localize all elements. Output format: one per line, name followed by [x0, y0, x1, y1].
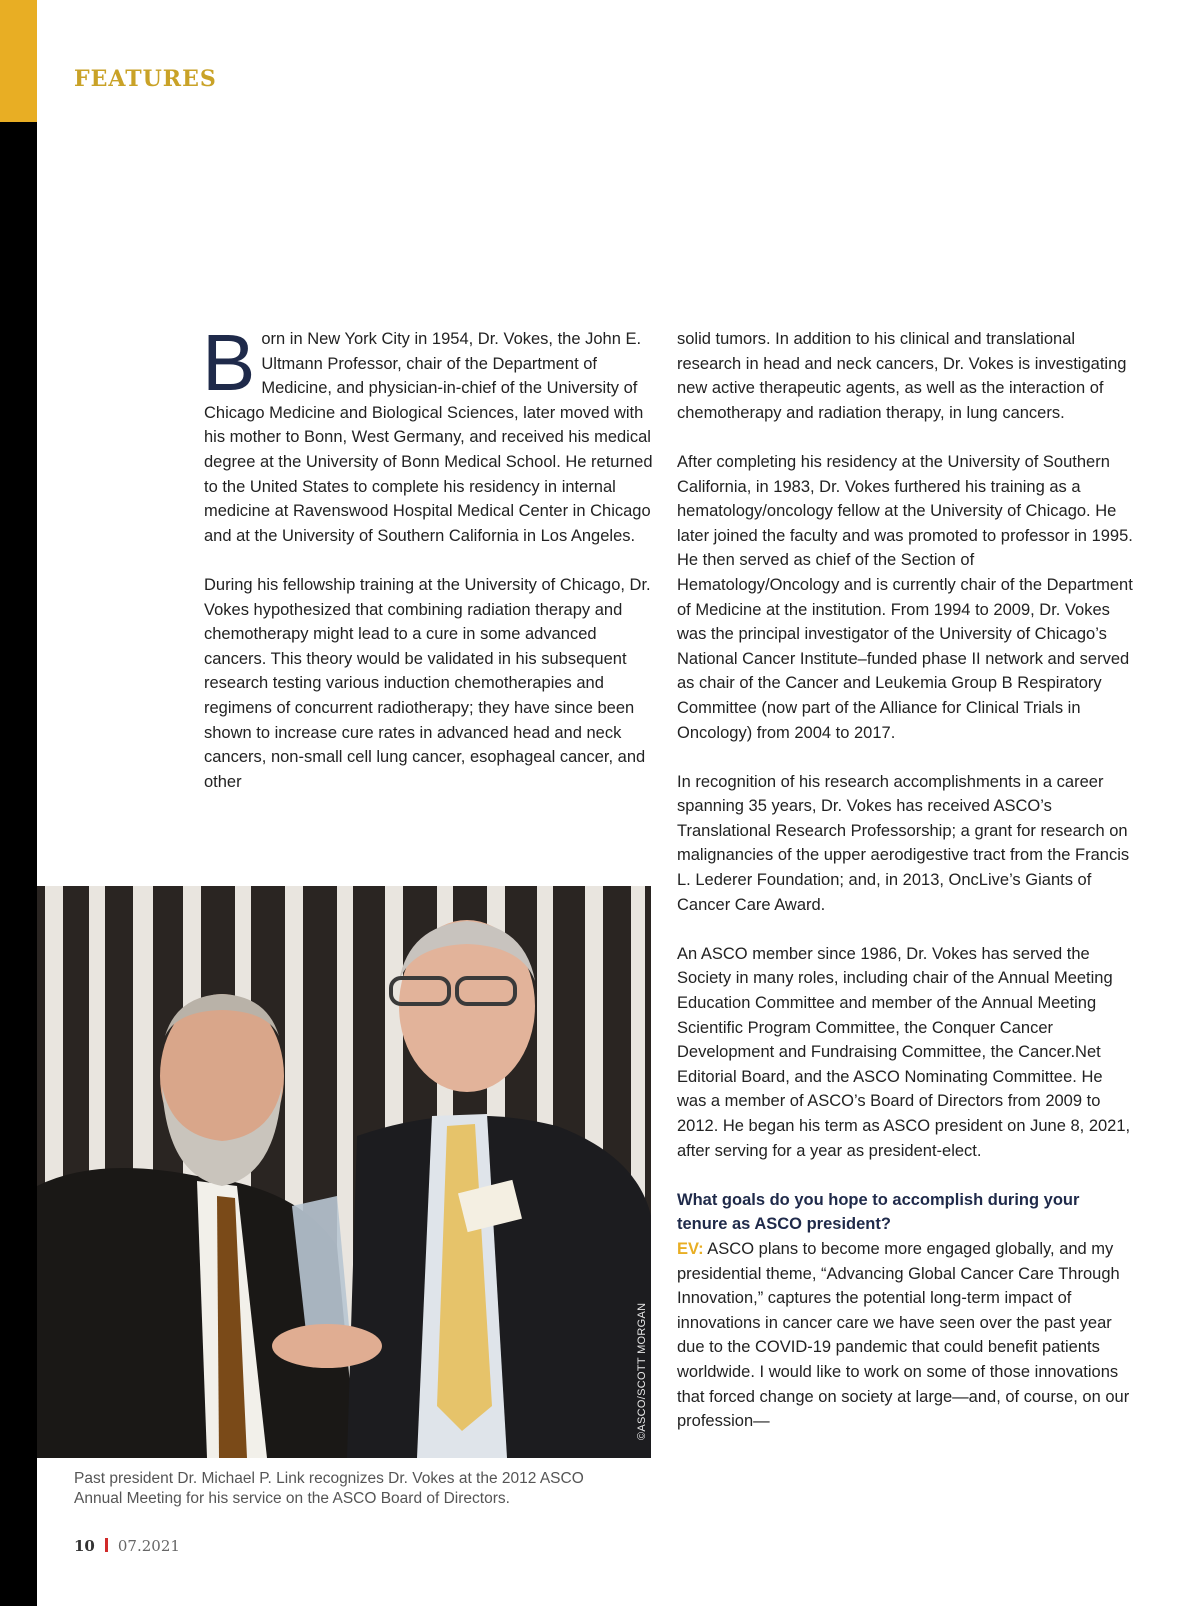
photo-caption: Past president Dr. Michael P. Link recognizes Dr. Vokes at the 2012 ASCO Annual Meeting for his service on the ASCO Board of Directors.: [74, 1470, 584, 1507]
issue-date: 07.2021: [117, 1537, 180, 1555]
article-column-right: [677, 327, 1134, 1434]
accent-bar-black: [0, 122, 37, 1606]
speaker-label: EV:: [677, 1239, 704, 1258]
paragraph: In recognition of his research accomplishments in a career spanning 35 years, Dr. Vokes has received ASCO’s Translational Research Professorship; a grant for research on malignancies of the upper aerodigestive tract from the Francis L. Lederer Foundation; and, in 2013, OncLive’s Giants of Cancer Care Award.: [677, 772, 1130, 914]
page-number: 10: [74, 1537, 95, 1555]
interview-answer: [677, 1237, 1134, 1434]
paragraph-text: orn in New York City in 1954, Dr. Vokes, the John E. Ultmann Professor, chair of the Department of Medicine, and physician-in-chief of the University of Chicago Medicine and Biological Sciences, later moved with his mother to Bonn, West Germany, and received his medical degree at the University of Bonn Medical School. He returned to the United States to complete his residency in internal medicine at Ravenswood Hospital Medical Center in Chicago and at the University of Southern California in Los Angeles.: [204, 330, 653, 545]
article-column-left: [202, 318, 654, 819]
accent-bar-gold: [0, 0, 37, 122]
paragraph: During his fellowship training at the University of Chicago, Dr. Vokes hypothesized that combining radiation therapy and chemotherapy might lead to a cure in some advanced cancers. This theory would be validated in his subsequent research testing various induction chemotherapies and regimens of concurrent radiotherapy; they have since been shown to increase cure rates in advanced head and neck cancers, non-small cell lung cancer, esophageal cancer, and other: [204, 575, 651, 791]
paragraph: After completing his residency at the University of Southern California, in 1983, Dr. Vokes furthered his training as a hematology/oncology fellow at the University of Chicago. He later joined the faculty and was promoted to professor in 1995. He then served as chief of the Section of Hematology/Oncology and is currently chair of the Department of Medicine at the institution. From 1994 to 2009, Dr. Vokes was the principal investigator of the University of Chicago’s National Cancer Institute–funded phase II network and served as chair of the Cancer and Leukemia Group B Respiratory Committee (now part of the Alliance for Clinical Trials in Oncology) from 2004 to 2017.: [677, 452, 1133, 742]
divider: [105, 1538, 108, 1552]
interview-question: What goals do you hope to accomplish during your tenure as ASCO president?: [677, 1190, 1080, 1234]
photo-credit: ©ASCO/SCOTT MORGAN: [636, 1302, 648, 1440]
photo-illustration: [37, 886, 651, 1458]
section-label: FEATURES: [74, 66, 217, 92]
paragraph: An ASCO member since 1986, Dr. Vokes has served the Society in many roles, including chair of the Annual Meeting Education Committee and member of the Annual Meeting Scientific Program Committee, the Conquer Cancer Development and Fundraising Committee, the Cancer.Net Editorial Board, and the ASCO Nominating Committee. He was a member of ASCO’s Board of Directors from 2009 to 2012. He began his term as ASCO president on June 8, 2021, after serving for a year as president-elect.: [677, 944, 1131, 1160]
paragraph: [202, 318, 654, 548]
paragraph: solid tumors. In addition to his clinical and translational research in head and neck cancers, Dr. Vokes is investigating new active therapeutic agents, as well as the interaction of chemotherapy and radiation therapy, in lung cancers.: [677, 330, 1127, 422]
event-photo: [37, 886, 651, 1458]
drop-cap: B: [202, 318, 256, 407]
page-footer: [74, 1537, 180, 1555]
answer-text: ASCO plans to become more engaged globally, and my presidential theme, “Advancing Global Cancer Care Through Innovation,” captures the potential long-term impact of innovations in cancer care we have seen over the past year due to the COVID-19 pandemic that could benefit patients worldwide. I would like to work on some of those innovations that forced change on society at large—and, of course, on our profession—: [677, 1239, 1130, 1431]
